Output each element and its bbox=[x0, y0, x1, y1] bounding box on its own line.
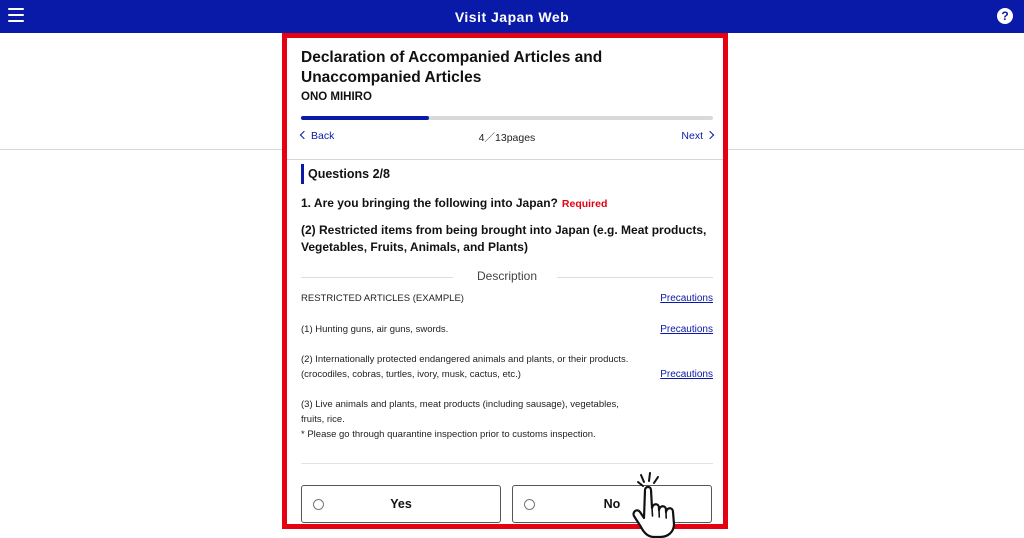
chevron-right-icon bbox=[706, 131, 714, 139]
question-sub: (2) Restricted items from being brought into Japan (e.g. Meat products, Vegetables, Fruits, Animals, and Plants) bbox=[301, 223, 707, 254]
yes-button[interactable]: Yes bbox=[301, 485, 501, 523]
question-main: 1. Are you bringing the following into Japan? Required bbox=[301, 196, 608, 210]
progress-fill bbox=[301, 116, 429, 120]
top-app-bar bbox=[0, 0, 1024, 33]
pager bbox=[301, 130, 713, 148]
page-indicator: 4／13pages bbox=[478, 132, 536, 144]
traveler-name: ONO MIHIRO bbox=[301, 91, 372, 103]
section-divider bbox=[287, 159, 723, 160]
no-button[interactable]: No bbox=[512, 485, 712, 523]
precautions-link[interactable]: Precautions bbox=[660, 369, 713, 380]
article-item: (1) Hunting guns, air guns, swords. Precautions bbox=[301, 324, 713, 335]
article-item: (3) Live animals and plants, meat products (including sausage), vegetables, fruits, rice. * Please go through quarantine inspection prior to customs inspection. bbox=[301, 399, 619, 440]
declaration-title: Declaration of Accompanied Articles and Unaccompanied Articles bbox=[301, 49, 603, 86]
pointing-hand-icon bbox=[630, 472, 690, 538]
app-title: Visit Japan Web bbox=[454, 9, 570, 25]
declaration-card bbox=[282, 33, 728, 529]
article-item: (2) Internationally protected endangered animals and plants, or their products. (crocodiles, cobras, turtles, ivory, musk, cactus, etc.) Precautions bbox=[301, 354, 713, 380]
questions-header: Questions 2/8 bbox=[301, 164, 713, 184]
description-label: Description bbox=[476, 269, 538, 283]
article-item: RESTRICTED ARTICLES (EXAMPLE) Precautions bbox=[301, 293, 713, 304]
required-badge: Required bbox=[561, 198, 608, 210]
precautions-link[interactable]: Precautions bbox=[660, 324, 713, 335]
back-button[interactable]: Back bbox=[301, 130, 334, 142]
bottom-divider bbox=[301, 463, 713, 464]
divider-right bbox=[557, 277, 713, 278]
help-icon[interactable]: ? bbox=[997, 8, 1013, 24]
next-button[interactable]: Next bbox=[681, 130, 713, 142]
description-heading bbox=[301, 269, 713, 285]
progress-bar bbox=[301, 116, 713, 120]
precautions-link[interactable]: Precautions bbox=[660, 293, 713, 304]
